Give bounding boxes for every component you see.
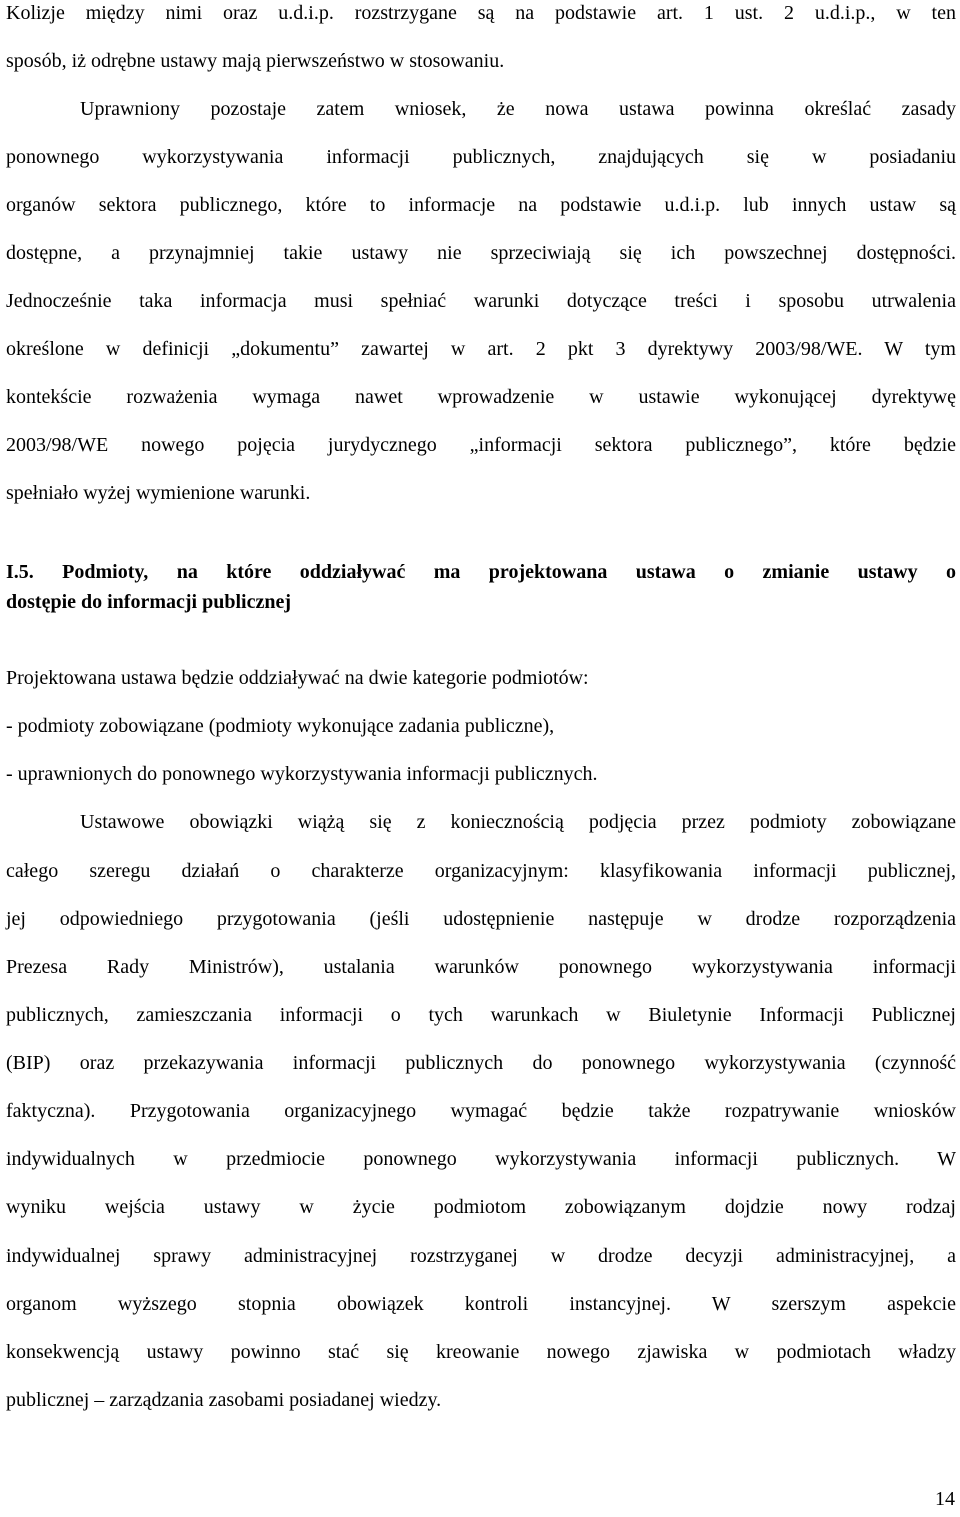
list-item: - podmioty zobowiązane (podmioty wykonujące zadania publiczne), [6,715,555,737]
paragraph-line: faktyczna). Przygotowania organizacyjnego wymagać będzie także rozpatrywanie wniosków [6,1100,956,1122]
paragraph-line: dostępne, a przynajmniej takie ustawy nie sprzeciwiają się ich powszechnej dostępności. [6,242,956,264]
paragraph-line: całego szeregu działań o charakterze organizacyjnym: klasyfikowania informacji publicznej, [6,860,956,882]
paragraph-line: indywidualnej sprawy administracyjnej rozstrzyganej w drodze decyzji administracyjnej, a [6,1245,956,1267]
paragraph-line: (BIP) oraz przekazywania informacji publicznych do ponownego wykorzystywania (czynność [6,1052,956,1074]
list-item: - uprawnionych do ponownego wykorzystywania informacji publicznych. [6,763,598,785]
paragraph-line: organom wyższego stopnia obowiązek kontroli instancyjnej. W szerszym aspekcie [6,1293,956,1315]
paragraph-line: określone w definicji „dokumentu” zawartej w art. 2 pkt 3 dyrektywy 2003/98/WE. W tym [6,338,956,360]
paragraph-line: spełniało wyżej wymienione warunki. [6,482,311,504]
paragraph-line: sposób, iż odrębne ustawy mają pierwszeństwo w stosowaniu. [6,50,505,72]
paragraph-line: publicznych, zamieszczania informacji o tych warunkach w Biuletynie Informacji Publicznej [6,1004,956,1026]
paragraph-line: konsekwencją ustawy powinno stać się kreowanie nowego zjawiska w podmiotach władzy [6,1341,956,1363]
paragraph-line: organów sektora publicznego, które to informacje na podstawie u.d.i.p. lub innych ustaw są [6,194,956,216]
paragraph-line: jej odpowiedniego przygotowania (jeśli udostępnienie następuje w drodze rozporządzenia [6,908,956,930]
paragraph-line: wyniku wejścia ustawy w życie podmiotom zobowiązanym dojdzie nowy rodzaj [6,1196,956,1218]
paragraph-line: kontekście rozważenia wymaga nawet wprowadzenie w ustawie wykonującej dyrektywę [6,386,956,408]
paragraph-line: Jednocześnie taka informacja musi spełniać warunki dotyczące treści i sposobu utrwalenia [6,290,956,312]
paragraph-line: Prezesa Rady Ministrów), ustalania warunków ponownego wykorzystywania informacji [6,956,956,978]
paragraph-line: Projektowana ustawa będzie oddziaływać na dwie kategorie podmiotów: [6,667,589,689]
page-number: 14 [935,1488,955,1510]
paragraph-line: Ustawowe obowiązki wiążą się z koniecznością podjęcia przez podmioty zobowiązane [80,811,956,833]
section-heading-line: dostępie do informacji publicznej [6,591,291,613]
paragraph-line: ponownego wykorzystywania informacji publicznych, znajdujących się w posiadaniu [6,146,956,168]
paragraph-line: Uprawniony pozostaje zatem wniosek, że nowa ustawa powinna określać zasady [80,98,956,120]
paragraph-line: publicznej – zarządzania zasobami posiadanej wiedzy. [6,1389,442,1411]
paragraph-line: Kolizje między nimi oraz u.d.i.p. rozstrzygane są na podstawie art. 1 ust. 2 u.d.i.p., w ten [6,2,956,24]
paragraph-line: 2003/98/WE nowego pojęcia jurydycznego „informacji sektora publicznego”, które będzie [6,434,956,456]
paragraph-line: indywidualnych w przedmiocie ponownego wykorzystywania informacji publicznych. W [6,1148,956,1170]
section-heading-line: I.5. Podmioty, na które oddziaływać ma projektowana ustawa o zmianie ustawy o [6,561,956,583]
